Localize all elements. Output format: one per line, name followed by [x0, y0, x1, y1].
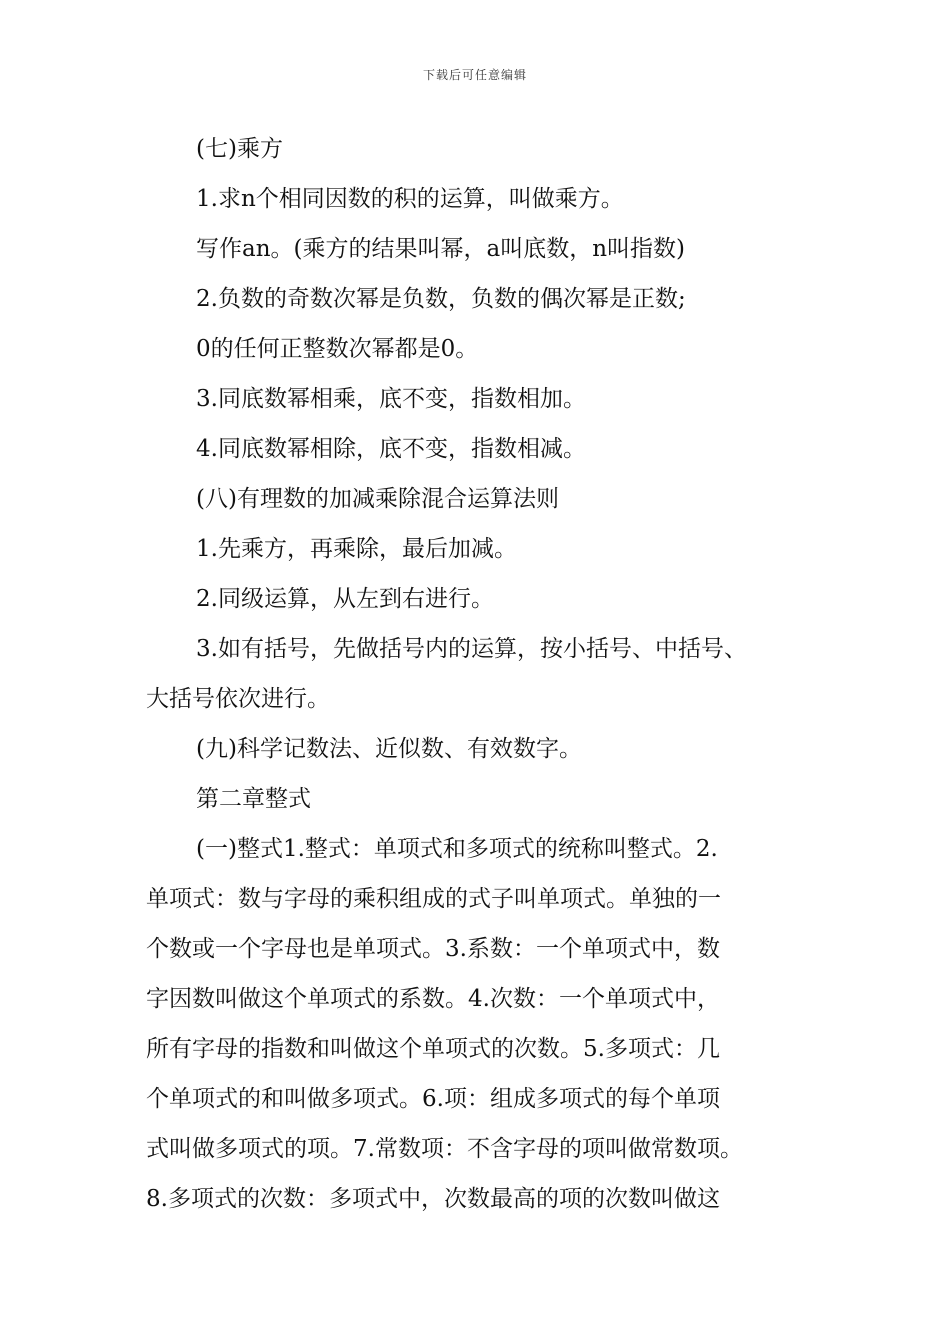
paragraph-line: 1.先乘方，再乘除，最后加减。 [196, 536, 517, 562]
paragraph-line: 2.负数的奇数次幂是负数，负数的偶次幂是正数; [196, 286, 686, 312]
section-heading: (九)科学记数法、近似数、有效数字。 [196, 736, 582, 762]
paragraph-line: (七)乘方 [196, 136, 283, 162]
paragraph-line: 个数或一个字母也是单项式。3.系数：一个单项式中，数 [146, 936, 720, 962]
paragraph-line: 0的任何正整数次幂都是0。 [196, 336, 479, 362]
paragraph-line: 写作an。(乘方的结果叫幂，a叫底数，n叫指数) [196, 236, 685, 262]
paragraph-line: 3.如有括号，先做括号内的运算，按小括号、中括号、 [196, 636, 747, 662]
paragraph-line: (一)整式1.整式：单项式和多项式的统称叫整式。2. [196, 836, 718, 862]
page-header-note: 下载后可任意编辑 [422, 68, 527, 82]
paragraph-line: 1.求n个相同因数的积的运算，叫做乘方。 [196, 186, 624, 212]
paragraph-line: 大括号依次进行。 [146, 686, 330, 712]
paragraph-line: 式叫做多项式的项。7.常数项：不含字母的项叫做常数项。 [146, 1136, 743, 1162]
paragraph-line: 单项式：数与字母的乘积组成的式子叫单项式。单独的一 [146, 886, 721, 912]
paragraph-line: 2.同级运算，从左到右进行。 [196, 586, 494, 612]
paragraph-line: 4.同底数幂相除，底不变，指数相减。 [196, 436, 586, 462]
section-heading: (八)有理数的加减乘除混合运算法则 [196, 486, 559, 512]
paragraph-line: 个单项式的和叫做多项式。6.项：组成多项式的每个单项 [146, 1086, 720, 1112]
paragraph-line: 3.同底数幂相乘，底不变，指数相加。 [196, 386, 586, 412]
paragraph-line: 所有字母的指数和叫做这个单项式的次数。5.多项式：几 [146, 1036, 720, 1062]
chapter-heading: 第二章整式 [196, 786, 311, 812]
paragraph-line: 字因数叫做这个单项式的系数。4.次数：一个单项式中， [146, 986, 720, 1012]
paragraph-line: 8.多项式的次数：多项式中，次数最高的项的次数叫做这 [146, 1186, 720, 1212]
